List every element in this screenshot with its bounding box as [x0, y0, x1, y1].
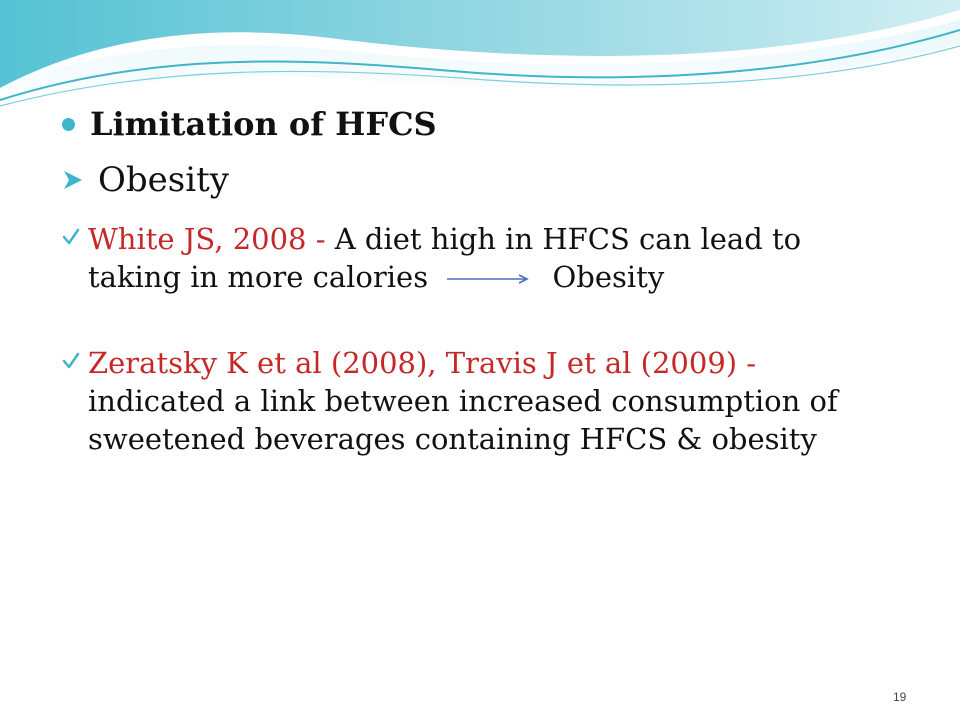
- round-bullet-icon: [62, 118, 75, 131]
- citation: White JS, 2008 -: [88, 222, 326, 256]
- item-text: [88, 220, 888, 296]
- item-text: [88, 344, 888, 458]
- item-result: Obesity: [552, 260, 665, 294]
- item-body: A diet high in HFCS can lead to taking in more calories: [88, 222, 802, 294]
- list-item: [62, 220, 922, 296]
- page-number: 19: [893, 690, 907, 704]
- slide-body: [62, 98, 922, 458]
- right-arrow-icon: [447, 273, 529, 285]
- checkmark-icon: [62, 228, 80, 246]
- citation: Zeratsky K et al (2008), Travis J et al (2009) -: [88, 346, 757, 380]
- list-item: [62, 344, 922, 458]
- checkmark-icon: [62, 352, 80, 370]
- title-row: [62, 98, 922, 150]
- arrowhead-bullet-icon: [62, 169, 84, 191]
- subtitle-row: [62, 150, 922, 210]
- slide-title: Limitation of HFCS: [90, 105, 437, 143]
- item-body: indicated a link between increased consumption of sweetened beverages containing HFCS & obesity: [88, 384, 838, 456]
- slide-subtitle: Obesity: [98, 160, 229, 200]
